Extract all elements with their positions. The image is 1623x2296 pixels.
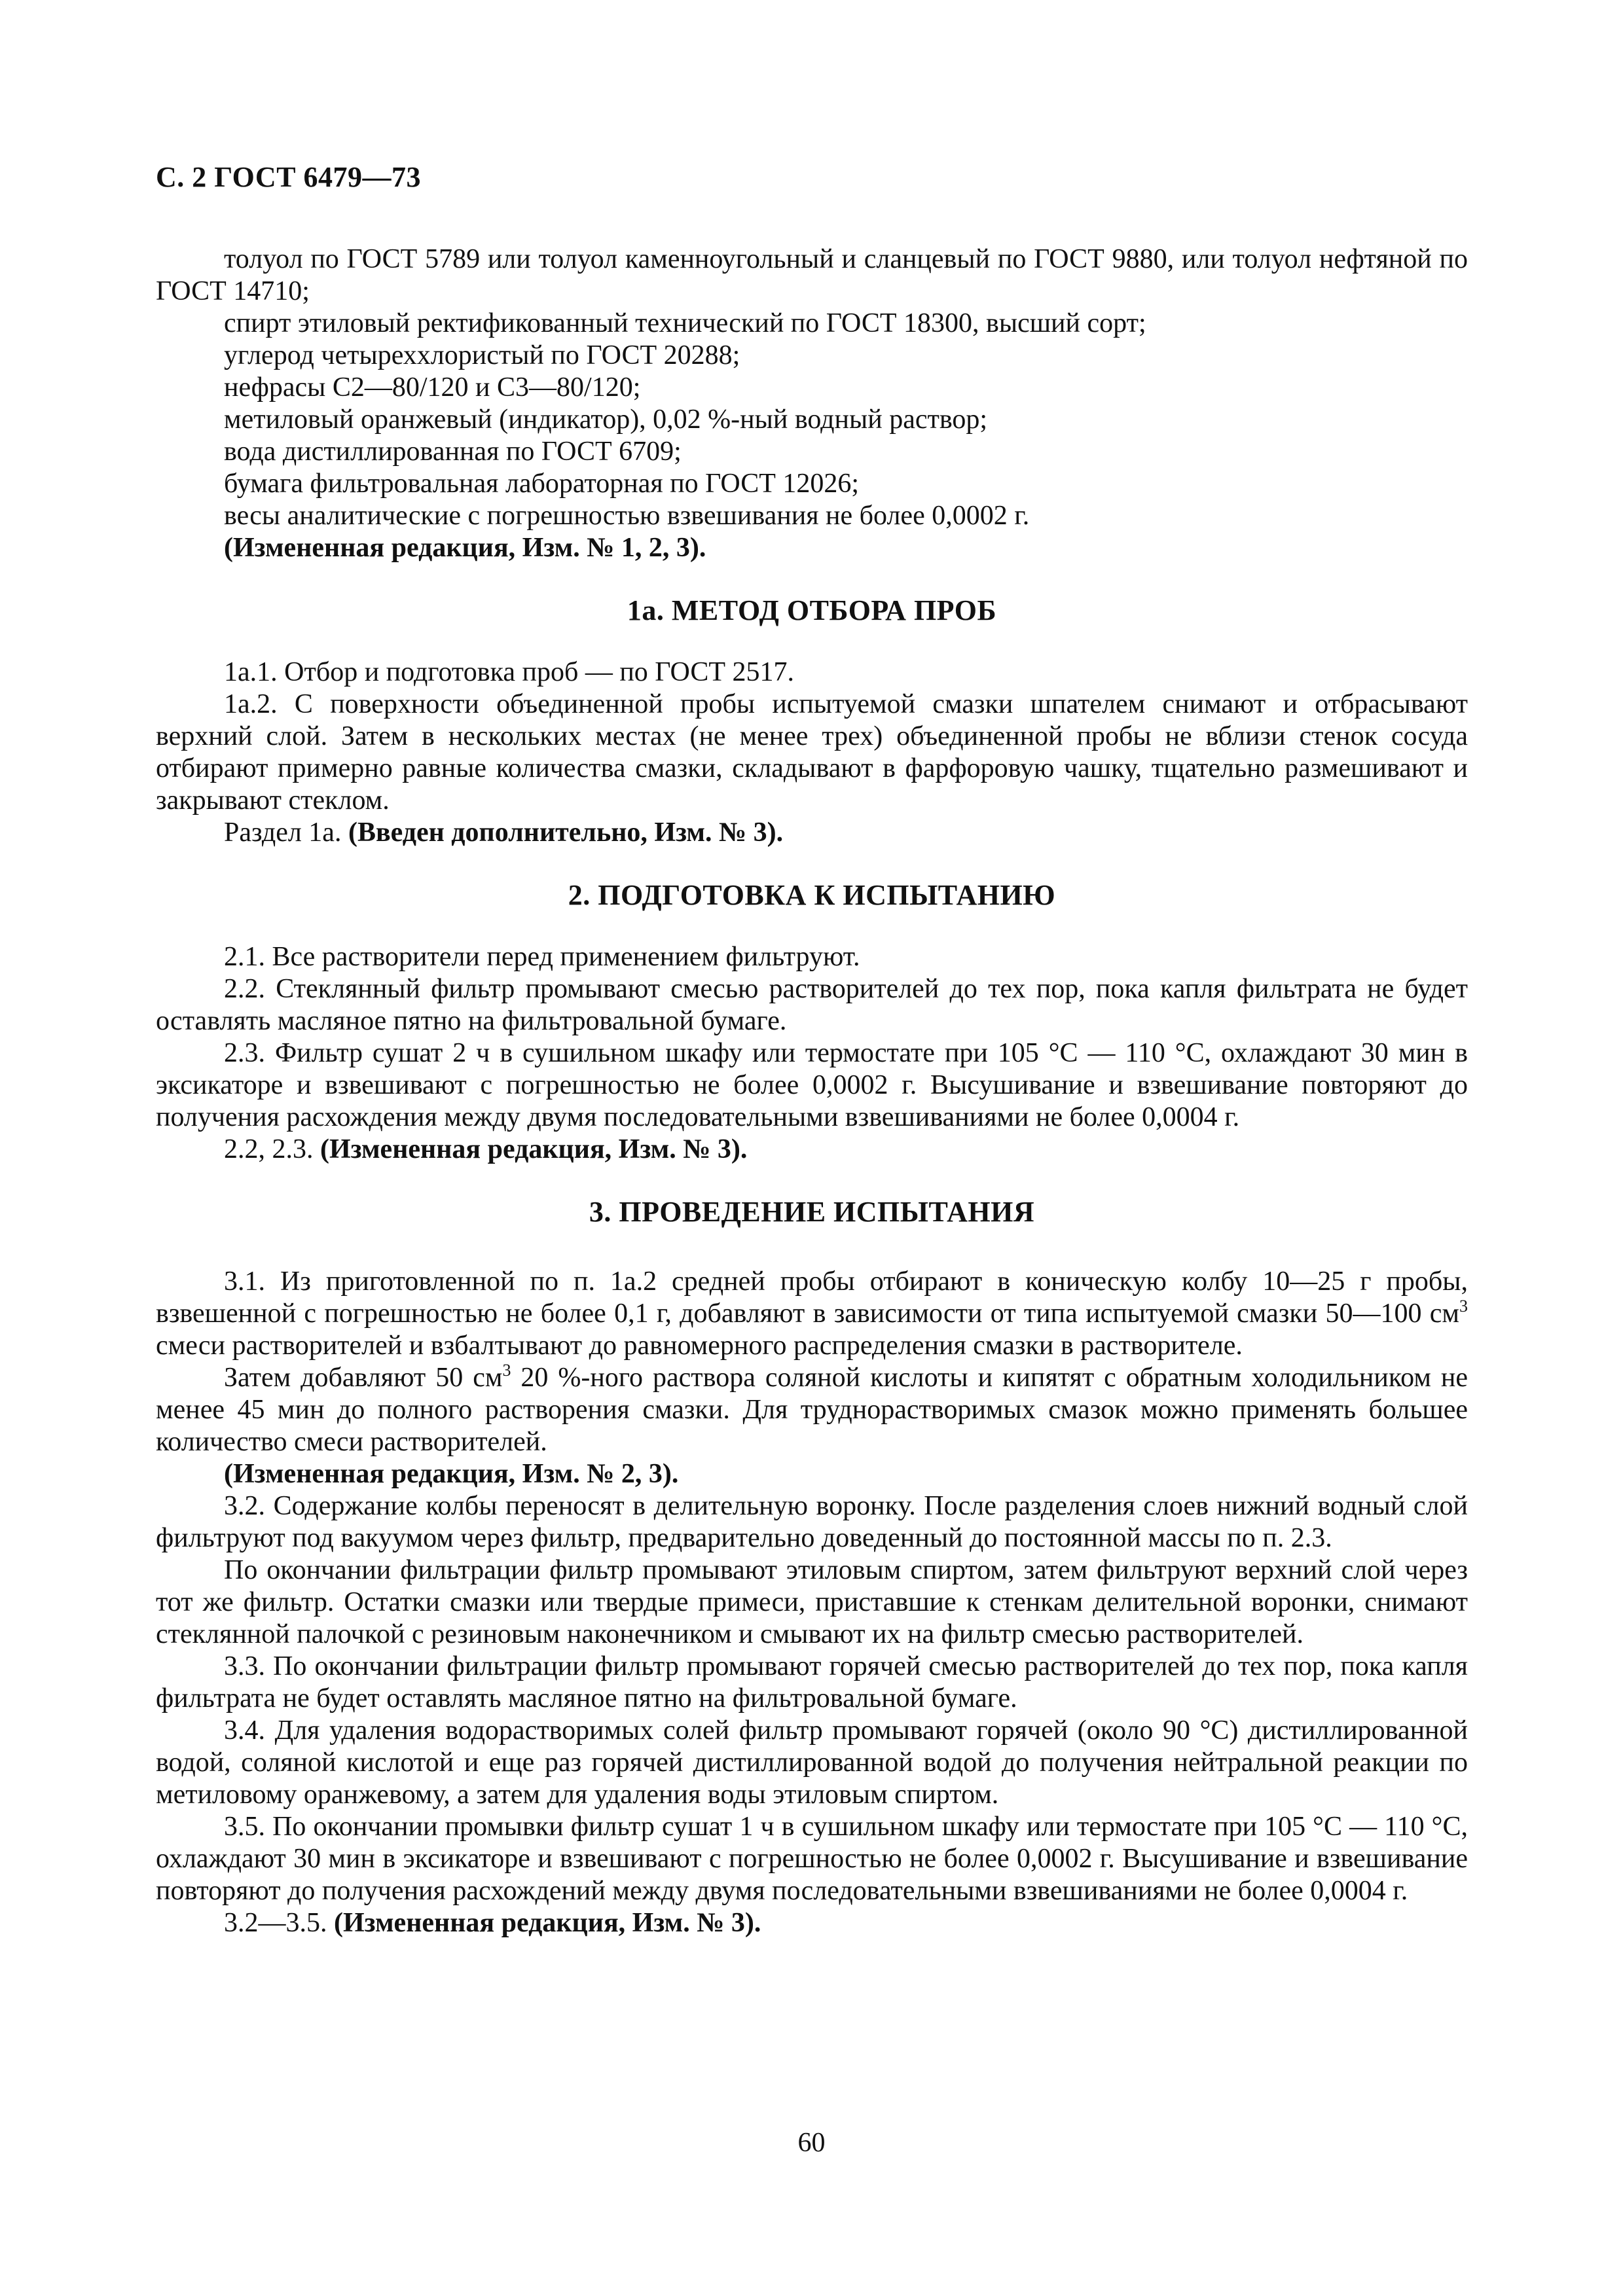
materials-item: вода дистиллированная по ГОСТ 6709; [224,437,682,467]
materials-item: метиловый оранжевый (индикатор), 0,02 %-ный водный раствор; [224,404,988,435]
paragraph: 3.2. Содержание колбы переносят в делительную воронку. После разделения слоев нижний водный слой фильтруют под вакуумом через фильтр, предварительно доведенный до постоянной массы по п. 2.3. [156,1491,1468,1553]
page-number: 60 [797,2128,826,2158]
paragraph: 2.3. Фильтр сушат 2 ч в сушильном шкафу или термостате при 105 °С — 110 °С, охлаждают 30 мин в эксикаторе и взвешивают с погрешностью не более 0,0002 г. Высушивание и взвешивание повторяют до получения расхождения между двумя последовательными взвешиваниями не более 0,0004 г. [156,1038,1468,1132]
page-header: С. 2 ГОСТ 6479—73 [156,161,422,193]
materials-item: бумага фильтровальная лабораторная по ГОСТ 12026; [224,469,860,499]
section-1a-title: 1а. МЕТОД ОТБОРА ПРОБ [627,594,997,626]
amendment-note: (Измененная редакция, Изм. № 2, 3). [224,1459,679,1489]
paragraph: 1а.2. С поверхности объединенной пробы испытуемой смазки шпателем снимают и отбрасывают верхний слой. Затем в нескольких местах (не менее трех) объединенной пробы не вблизи стенок сосуда отбирают примерно равные количества смазки, складывают в фарфоровую чашку, тщательно размешивают и закрывают стеклом. [156,689,1468,816]
paragraph: 1а.1. Отбор и подготовка проб — по ГОСТ 2517. [224,657,795,687]
amendment-note: 2.2, 2.3. (Измененная редакция, Изм. № 3). [224,1134,748,1164]
paragraph: 2.1. Все растворители перед применением фильтруют. [224,942,860,972]
materials-item: весы аналитические с погрешностью взвешивания не более 0,0002 г. [224,501,1030,531]
amendment-note: 3.2—3.5. (Измененная редакция, Изм. № 3). [224,1908,761,1938]
paragraph: По окончании фильтрации фильтр промывают этиловым спиртом, затем фильтруют верхний слой через тот же фильтр. Остатки смазки или твердые примеси, приставшие к стенкам делительной воронки, снимают стеклянной палочкой с резиновым наконечником и смывают их на фильтр смесью растворителей. [156,1555,1468,1649]
paragraph: 2.2. Стеклянный фильтр промывают смесью растворителей до тех пор, пока капля фильтрата не будет оставлять масляное пятно на фильтровальной бумаге. [156,974,1468,1036]
paragraph: 3.4. Для удаления водорастворимых солей фильтр промывают горячей (около 90 °С) дистиллированной водой, соляной кислотой и еще раз горячей дистиллированной водой до получения нейтральной реакции по метиловому оранжевому, а затем для удаления воды этиловым спиртом. [156,1715,1468,1810]
materials-item: нефрасы С2—80/120 и С3—80/120; [224,372,641,403]
materials-item: толуол по ГОСТ 5789 или толуол каменноугольный и сланцевый по ГОСТ 9880, или толуол нефтяной по ГОСТ 14710; [156,244,1468,306]
amendment-note: (Измененная редакция, Изм. № 1, 2, 3). [224,533,706,563]
materials-item: спирт этиловый ректификованный технический по ГОСТ 18300, высший сорт; [224,308,1146,338]
amendment-note: Раздел 1а. (Введен дополнительно, Изм. № 3). [224,817,784,848]
paragraph: 3.1. Из приготовленной по п. 1а.2 средней пробы отбирают в коническую колбу 10—25 г пробы, взвешенной с погрешностью не более 0,1 г, добавляют в зависимости от типа испытуемой смазки 50—100 $см^3$ смеси растворителей и взбалтывают до равномерного распределения смазки в растворителе. [156,1266,1468,1361]
materials-item: углерод четыреххлористый по ГОСТ 20288; [224,340,740,370]
section-3-title: 3. ПРОВЕДЕНИЕ ИСПЫТАНИЯ [589,1196,1035,1228]
paragraph: 3.3. По окончании фильтрации фильтр промывают горячей смесью растворителей до тех пор, пока капля фильтрата не будет оставлять масляное пятно на фильтровальной бумаге. [156,1651,1468,1713]
materials-list [156,243,1468,564]
paragraph: 3.5. По окончании промывки фильтр сушат 1 ч в сушильном шкафу или термостате при 105 °С — 110 °С, охлаждают 30 мин в эксикаторе и взвешивают с погрешностью не более 0,0002 г. Высушивание и взвешивание повторяют до получения расхождений между двумя последовательными взвешиваниями не более 0,0004 г. [156,1812,1468,1906]
paragraph: Затем добавляют 50 $см^3$ 20 %-ного раствора соляной кислоты и кипятят с обратным холодильником не менее 45 мин до полного растворения смазки. Для труднорастворимых смазок можно применять большее количество смеси растворителей. [156,1361,1468,1457]
document-body [156,243,1468,1939]
section-2-title: 2. ПОДГОТОВКА К ИСПЫТАНИЮ [568,879,1056,911]
